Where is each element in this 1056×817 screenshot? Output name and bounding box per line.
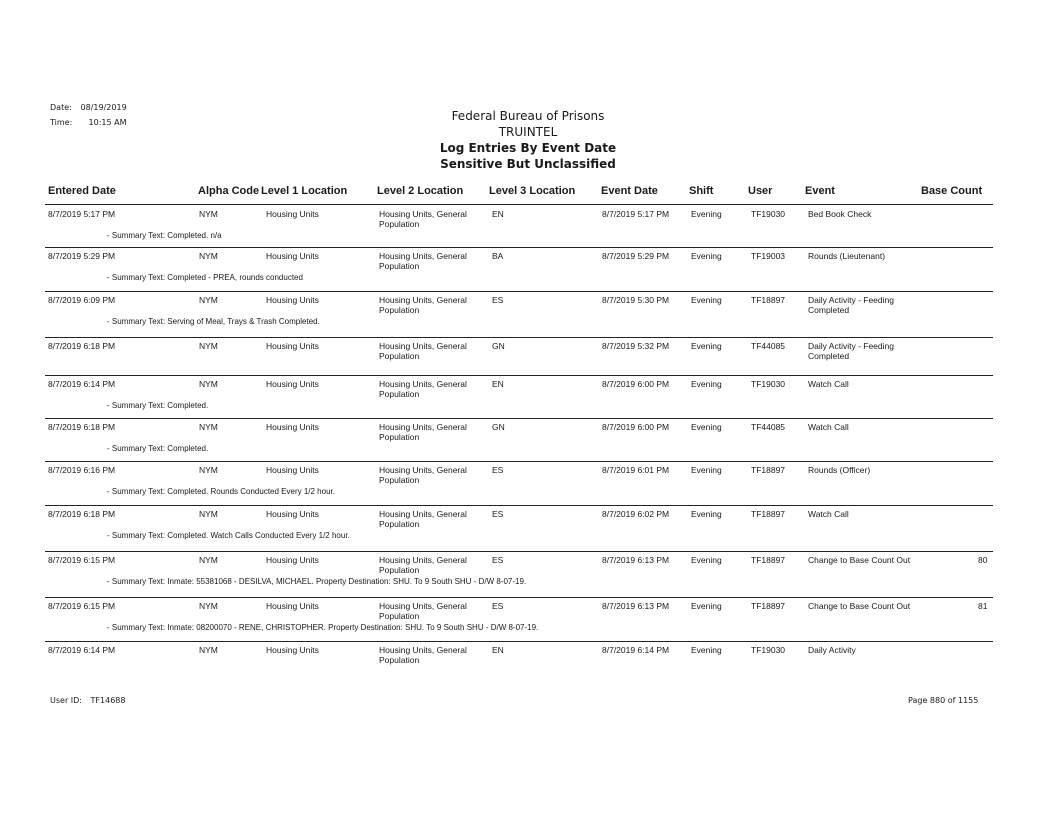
alpha-code-cell: NYM (199, 251, 218, 261)
summary-text: - Summary Text: Inmate: 08200070 - RENE, CHRISTOPHER. Property Destination: SHU. To 9 South SHU - D/W 8-07-19. (107, 623, 539, 632)
row-divider (45, 641, 993, 642)
level3-cell: GN (492, 422, 505, 432)
system-title: TRUINTEL (498, 125, 558, 139)
col-level2: Level 2 Location (377, 185, 464, 197)
row-divider (45, 505, 993, 506)
alpha-code-cell: NYM (199, 509, 218, 519)
shift-cell: Evening (691, 209, 722, 219)
base-count-cell: 81 (978, 601, 988, 611)
event-cell: Daily Activity (808, 645, 856, 655)
user-cell: TF18897 (751, 465, 786, 475)
shift-cell: Evening (691, 422, 722, 432)
level2-cell: Housing Units, General Population (379, 295, 467, 315)
col-user: User (748, 185, 773, 197)
level2-cell: Housing Units, General Population (379, 645, 467, 665)
event-date-cell: 8/7/2019 6:00 PM (602, 422, 670, 432)
entered-date-cell: 8/7/2019 5:17 PM (48, 209, 116, 219)
event-cell: Daily Activity - Feeding Completed (808, 341, 894, 361)
level1-cell: Housing Units (266, 379, 319, 389)
level1-cell: Housing Units (266, 645, 319, 655)
level3-cell: ES (492, 465, 504, 475)
col-event-date: Event Date (601, 185, 658, 197)
entered-date-cell: 8/7/2019 5:29 PM (48, 251, 116, 261)
level2-cell: Housing Units, General Population (379, 422, 467, 442)
shift-cell: Evening (691, 509, 722, 519)
level3-cell: EN (492, 645, 504, 655)
row-divider (45, 291, 993, 292)
event-cell: Change to Base Count Out (808, 555, 911, 565)
time-value: 10:15 AM (88, 118, 127, 127)
summary-text: - Summary Text: Completed. Rounds Conducted Every 1/2 hour. (107, 487, 335, 496)
event-cell: Watch Call (808, 422, 849, 432)
row-divider (45, 247, 993, 248)
shift-cell: Evening (691, 465, 722, 475)
col-level1: Level 1 Location (261, 185, 348, 197)
header-rule (45, 204, 993, 205)
level3-cell: BA (492, 251, 504, 261)
alpha-code-cell: NYM (199, 295, 218, 305)
event-cell: Watch Call (808, 379, 849, 389)
user-cell: TF18897 (751, 509, 786, 519)
shift-cell: Evening (691, 295, 722, 305)
level1-cell: Housing Units (266, 341, 319, 351)
footer-user (50, 696, 125, 705)
alpha-code-cell: NYM (199, 555, 218, 565)
entered-date-cell: 8/7/2019 6:15 PM (48, 555, 116, 565)
level2-cell: Housing Units, General Population (379, 509, 467, 529)
alpha-code-cell: NYM (199, 601, 218, 611)
level2-cell: Housing Units, General Population (379, 379, 467, 399)
col-event: Event (805, 185, 835, 197)
user-cell: TF18897 (751, 601, 786, 611)
entered-date-cell: 8/7/2019 6:09 PM (48, 295, 116, 305)
alpha-code-cell: NYM (199, 379, 218, 389)
col-base-count: Base Count (921, 185, 983, 197)
event-date-cell: 8/7/2019 6:02 PM (602, 509, 670, 519)
event-date-cell: 8/7/2019 6:13 PM (602, 555, 670, 565)
user-cell: TF19030 (751, 379, 786, 389)
time-label: Time: (50, 118, 73, 127)
event-cell: Rounds (Lieutenant) (808, 251, 886, 261)
col-level3: Level 3 Location (489, 185, 576, 197)
user-cell: TF44085 (751, 422, 786, 432)
event-cell: Rounds (Officer) (808, 465, 871, 475)
level1-cell: Housing Units (266, 509, 319, 519)
shift-cell: Evening (691, 645, 722, 655)
level2-cell: Housing Units, General Population (379, 555, 467, 575)
event-cell: Daily Activity - Feeding Completed (808, 295, 894, 315)
summary-text: - Summary Text: Serving of Meal, Trays & Trash Completed. (107, 317, 320, 326)
row-divider (45, 337, 993, 338)
event-date-cell: 8/7/2019 6:13 PM (602, 601, 670, 611)
level2-cell: Housing Units, General Population (379, 601, 467, 621)
event-date-cell: 8/7/2019 5:30 PM (602, 295, 670, 305)
level1-cell: Housing Units (266, 251, 319, 261)
level3-cell: GN (492, 341, 505, 351)
row-divider (45, 375, 993, 376)
event-cell: Bed Book Check (808, 209, 872, 219)
shift-cell: Evening (691, 251, 722, 261)
event-date-cell: 8/7/2019 6:00 PM (602, 379, 670, 389)
shift-cell: Evening (691, 379, 722, 389)
entered-date-cell: 8/7/2019 6:14 PM (48, 645, 116, 655)
shift-cell: Evening (691, 601, 722, 611)
entered-date-cell: 8/7/2019 6:15 PM (48, 601, 116, 611)
row-divider (45, 418, 993, 419)
row-divider (45, 551, 993, 552)
row-divider (45, 461, 993, 462)
event-date-cell: 8/7/2019 5:32 PM (602, 341, 670, 351)
level3-cell: EN (492, 379, 504, 389)
summary-text: - Summary Text: Completed - PREA, rounds conducted (107, 273, 303, 282)
row-divider (45, 597, 993, 598)
page-number: Page 880 of 1155 (908, 696, 979, 705)
event-date-cell: 8/7/2019 6:14 PM (602, 645, 670, 655)
event-date-cell: 8/7/2019 6:01 PM (602, 465, 670, 475)
alpha-code-cell: NYM (199, 209, 218, 219)
level1-cell: Housing Units (266, 295, 319, 305)
level3-cell: ES (492, 601, 504, 611)
level1-cell: Housing Units (266, 422, 319, 432)
summary-text: - Summary Text: Inmate: 55381068 - DESILVA, MICHAEL. Property Destination: SHU. To 9 South SHU - D/W 8-07-19. (107, 577, 527, 586)
entered-date-cell: 8/7/2019 6:16 PM (48, 465, 116, 475)
level2-cell: Housing Units, General Population (379, 341, 467, 361)
alpha-code-cell: NYM (199, 465, 218, 475)
level2-cell: Housing Units, General Population (379, 209, 467, 229)
level3-cell: EN (492, 209, 504, 219)
summary-text: - Summary Text: Completed. n/a (107, 231, 222, 240)
col-alpha-code: Alpha Code (198, 185, 260, 197)
user-cell: TF44085 (751, 341, 786, 351)
user-cell: TF18897 (751, 555, 786, 565)
level1-cell: Housing Units (266, 555, 319, 565)
entered-date-cell: 8/7/2019 6:18 PM (48, 422, 116, 432)
level2-cell: Housing Units, General Population (379, 251, 467, 271)
report-titles (0, 108, 1056, 172)
level3-cell: ES (492, 555, 504, 565)
user-id-label: User ID: (50, 696, 82, 705)
level3-cell: ES (492, 295, 504, 305)
classification-title: Sensitive But Unclassified (440, 157, 616, 171)
col-entered-date: Entered Date (48, 185, 116, 197)
date-value: 08/19/2019 (80, 103, 127, 112)
event-cell: Watch Call (808, 509, 849, 519)
event-date-cell: 8/7/2019 5:29 PM (602, 251, 670, 261)
entered-date-cell: 8/7/2019 6:18 PM (48, 341, 116, 351)
user-id-value: TF14688 (90, 696, 126, 705)
event-cell: Change to Base Count Out (808, 601, 911, 611)
col-shift: Shift (689, 185, 714, 197)
level1-cell: Housing Units (266, 601, 319, 611)
level1-cell: Housing Units (266, 465, 319, 475)
alpha-code-cell: NYM (199, 422, 218, 432)
level2-cell: Housing Units, General Population (379, 465, 467, 485)
user-cell: TF19030 (751, 209, 786, 219)
alpha-code-cell: NYM (199, 645, 218, 655)
summary-text: - Summary Text: Completed. (107, 401, 209, 410)
level3-cell: ES (492, 509, 504, 519)
alpha-code-cell: NYM (199, 341, 218, 351)
shift-cell: Evening (691, 341, 722, 351)
report-title: Log Entries By Event Date (439, 141, 617, 155)
user-cell: TF19030 (751, 645, 786, 655)
entered-date-cell: 8/7/2019 6:18 PM (48, 509, 116, 519)
level1-cell: Housing Units (266, 209, 319, 219)
agency-title: Federal Bureau of Prisons (451, 109, 605, 123)
entered-date-cell: 8/7/2019 6:14 PM (48, 379, 116, 389)
user-cell: TF19003 (751, 251, 786, 261)
date-label: Date: (50, 103, 72, 112)
user-cell: TF18897 (751, 295, 786, 305)
shift-cell: Evening (691, 555, 722, 565)
event-date-cell: 8/7/2019 5:17 PM (602, 209, 670, 219)
summary-text: - Summary Text: Completed. (107, 444, 209, 453)
summary-text: - Summary Text: Completed. Watch Calls Conducted Every 1/2 hour. (107, 531, 350, 540)
base-count-cell: 80 (978, 555, 988, 565)
